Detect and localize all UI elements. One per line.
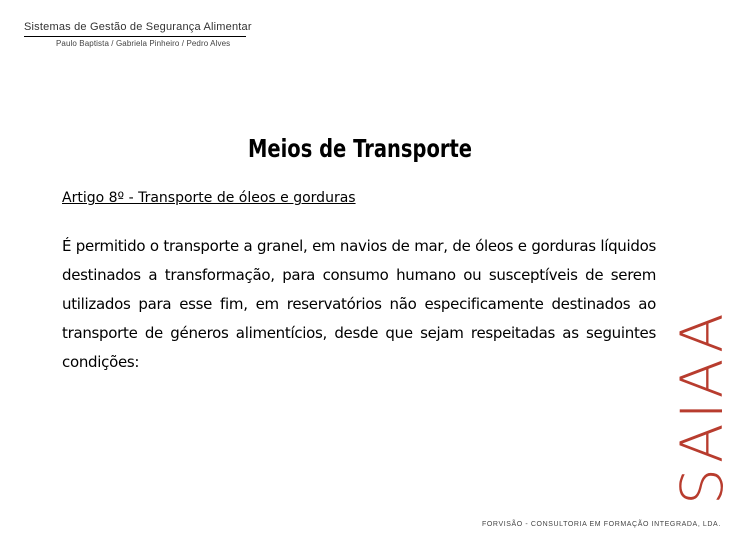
article-heading: Artigo 8º - Transporte de óleos e gorduras [62, 190, 356, 206]
header-divider [24, 36, 246, 37]
saiaa-logo: SAIAA [668, 309, 736, 505]
header-title: Sistemas de Gestão de Segurança Alimentar [24, 21, 252, 33]
footer-company: FORVISÃO - CONSULTORIA EM FORMAÇÃO INTEGRADA, LDA. [482, 521, 721, 528]
slide-title: Meios de Transporte [247, 134, 473, 163]
header-authors: Paulo Baptista / Gabriela Pinheiro / Pedro Alves [56, 39, 231, 48]
article-body: É permitido o transporte a granel, em navios de mar, de óleos e gorduras líquidos destinados a transformação, para consumo humano ou susceptíveis de serem utilizados para esse fim, em reservatórios não especificamente destinados ao transporte de géneros alimentícios, desde que sejam respeitadas as seguintes condições: [62, 237, 656, 371]
